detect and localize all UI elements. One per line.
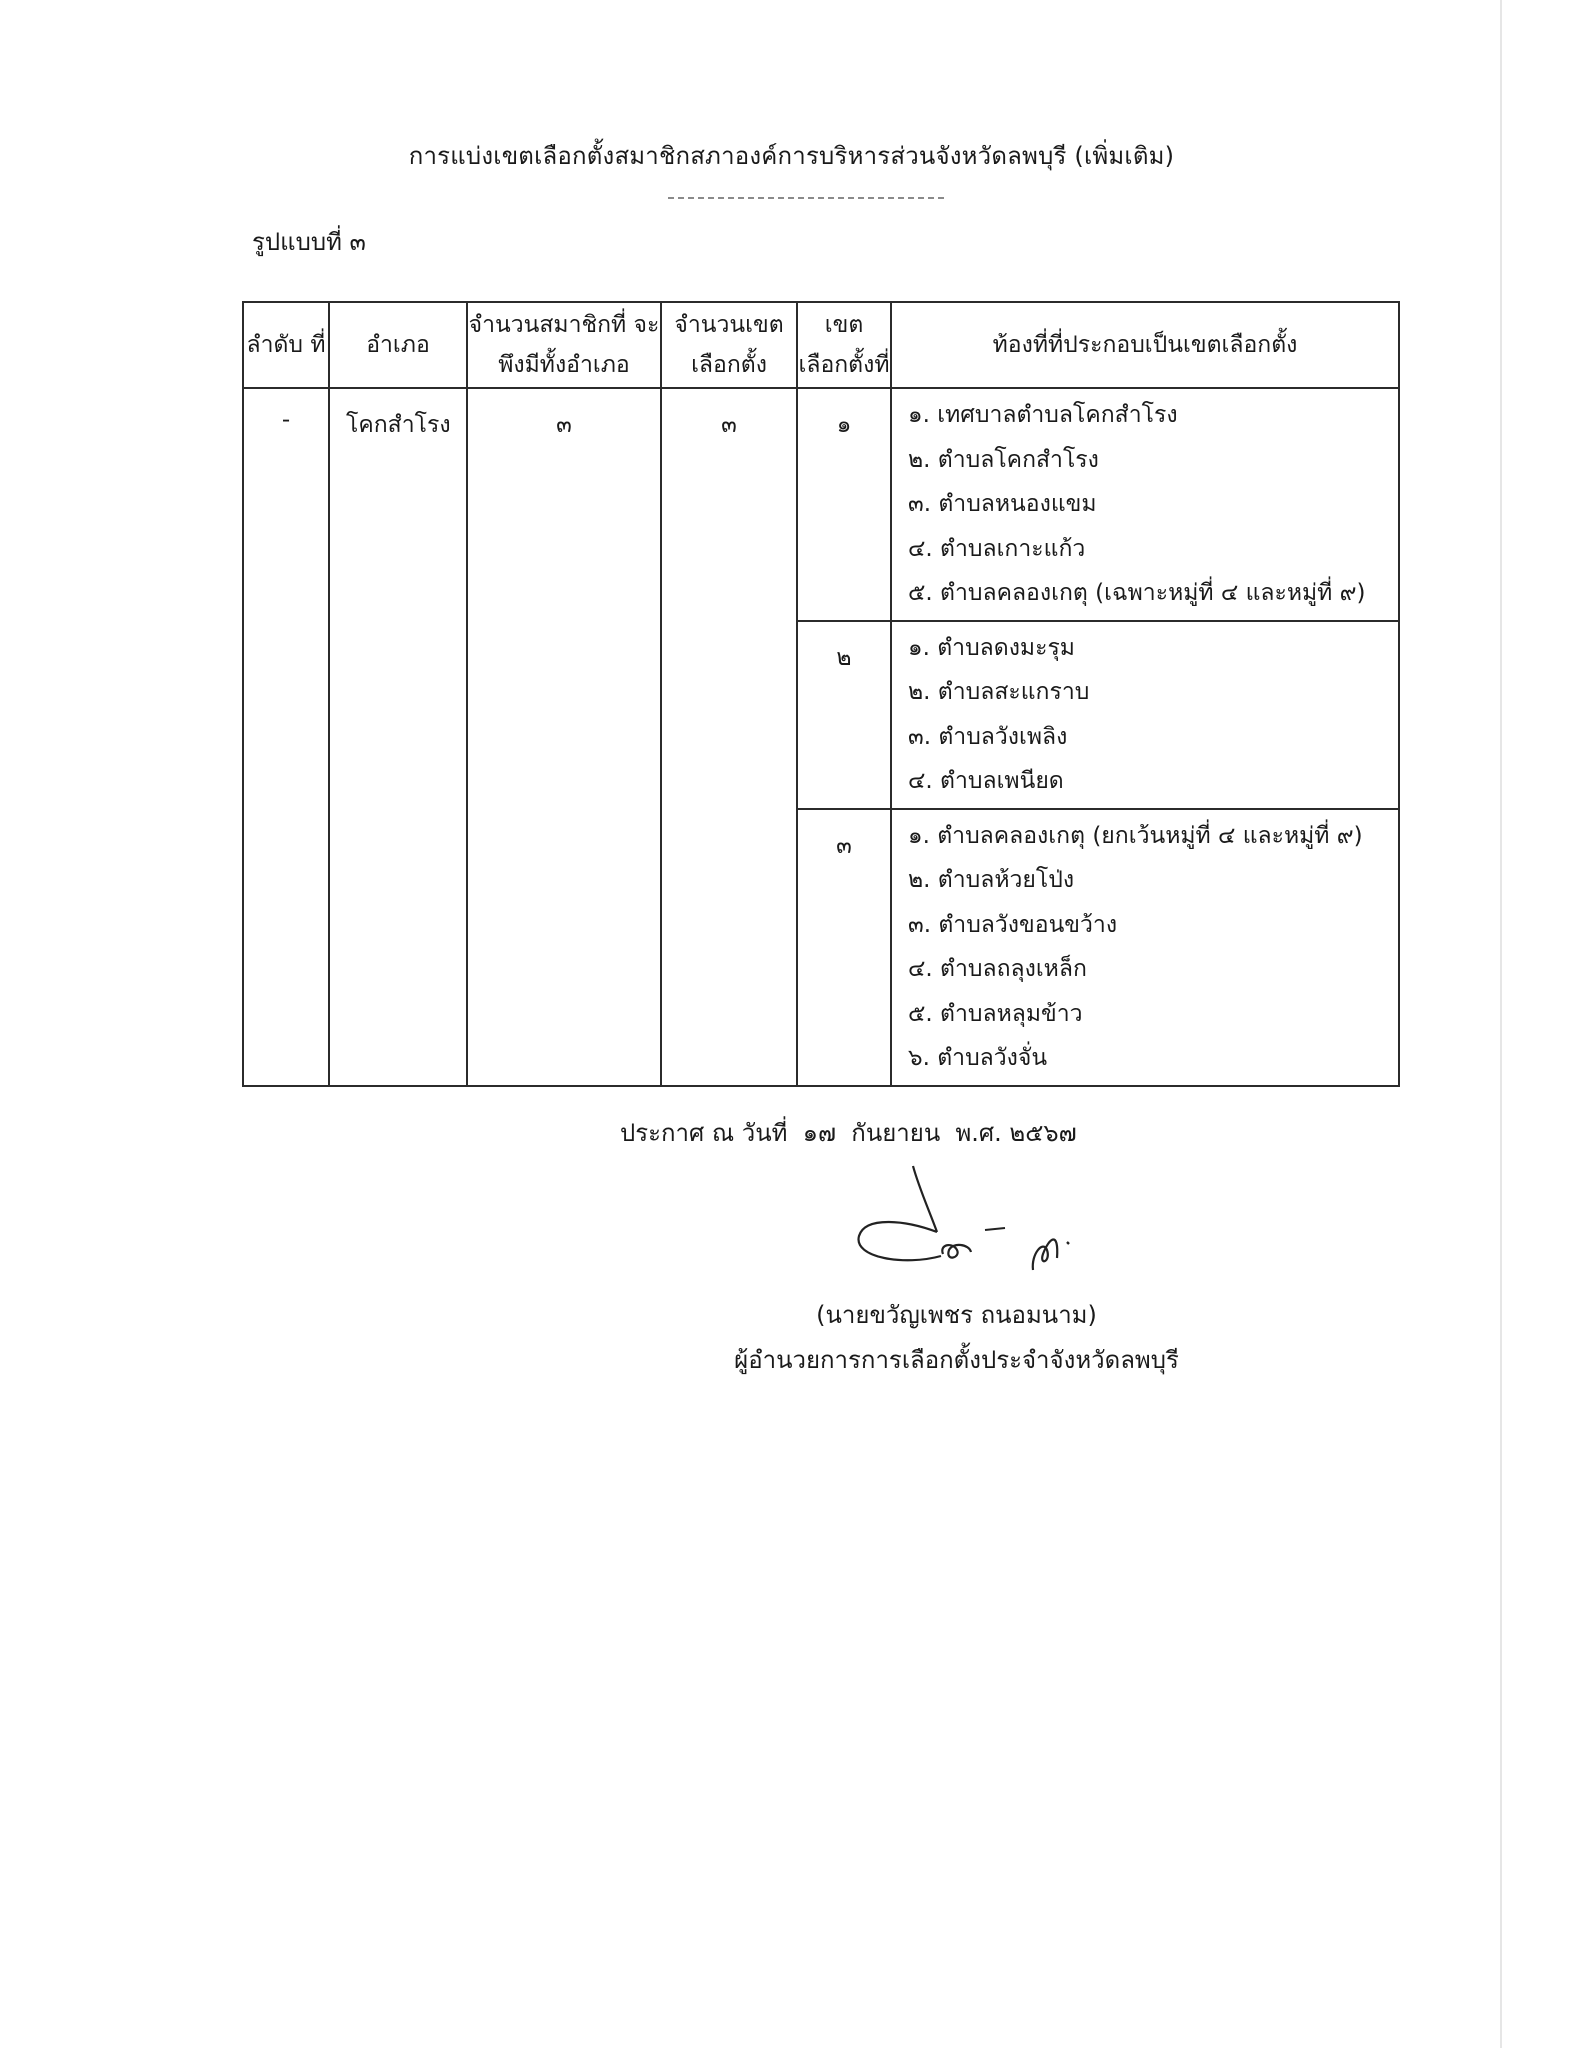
zone-number-cell: ๒ [797, 621, 891, 809]
zone-areas-cell [891, 621, 1399, 809]
zone-number-cell: ๑ [797, 388, 891, 621]
table-header-row [243, 302, 1399, 388]
zone-number-cell: ๓ [797, 809, 891, 1086]
members-cell: ๓ [467, 388, 661, 1086]
list-item: ๔. ตำบลถลุงเหล็ก [908, 956, 1087, 982]
zone-areas-cell [891, 388, 1399, 621]
title-divider [668, 197, 944, 199]
column-header-members: จำนวนสมาชิกที่ จะพึงมีทั้งอำเภอ [467, 302, 661, 388]
list-item: ๕. ตำบลหลุมข้าว [908, 1000, 1083, 1027]
signer-position: ผู้อำนวยการการเลือกตั้งประจำจังหวัดลพบุรี [734, 1346, 1179, 1374]
zone-areas-cell [891, 809, 1399, 1086]
list-item: ๒. ตำบลสะแกราบ [908, 679, 1090, 705]
list-item: ๓. ตำบลวังเพลิง [908, 723, 1068, 750]
list-item: ๔. ตำบลเกาะแก้ว [908, 535, 1086, 562]
list-item: ๓. ตำบลหนองแขม [908, 491, 1097, 517]
list-item: ๒. ตำบลห้วยโป่ง [908, 867, 1075, 893]
district-cell: โคกสำโรง [329, 388, 467, 1086]
column-header-district: อำเภอ [329, 302, 467, 388]
list-item: ๔. ตำบลเพนียด [908, 768, 1064, 794]
page-edge-right [1500, 0, 1502, 2048]
form-label: รูปแบบที่ ๓ [252, 228, 366, 256]
signature-image [845, 1158, 1105, 1288]
column-header-areas: ท้องที่ที่ประกอบเป็นเขตเลือกตั้ง [891, 302, 1399, 388]
announcement-date: ประกาศ ณ วันที่ ๑๗ กันยายน พ.ศ. ๒๕๖๗ [620, 1119, 1077, 1147]
list-item: ๓. ตำบลวังขอนขว้าง [908, 911, 1118, 938]
list-item: ๑. เทศบาลตำบลโคกสำโรง [908, 402, 1178, 428]
list-item: ๒. ตำบลโคกสำโรง [908, 446, 1099, 473]
order-cell: - [243, 388, 329, 1086]
column-header-order: ลำดับ ที่ [243, 302, 329, 388]
list-item: ๑. ตำบลดงมะรุม [908, 634, 1075, 661]
document-title: การแบ่งเขตเลือกตั้งสมาชิกสภาองค์การบริหารส่วนจังหวัดลพบุรี (เพิ่มเติม) [408, 142, 1175, 170]
list-item: ๕. ตำบลคลองเกตุ (เฉพาะหมู่ที่ ๔ และหมู่ที่ ๙) [908, 580, 1366, 606]
column-header-zone-number: เขต เลือกตั้งที่ [797, 302, 891, 388]
table-row [243, 388, 1399, 621]
column-header-zone-count: จำนวนเขต เลือกตั้ง [661, 302, 797, 388]
list-item: ๑. ตำบลคลองเกตุ (ยกเว้นหมู่ที่ ๔ และหมู่ที่ ๙) [908, 822, 1363, 849]
zone-count-cell: ๓ [661, 388, 797, 1086]
signer-name: (นายขวัญเพชร ถนอมนาม) [816, 1301, 1097, 1329]
list-item: ๖. ตำบลวังจั่น [908, 1045, 1048, 1071]
district-table [242, 301, 1400, 1087]
